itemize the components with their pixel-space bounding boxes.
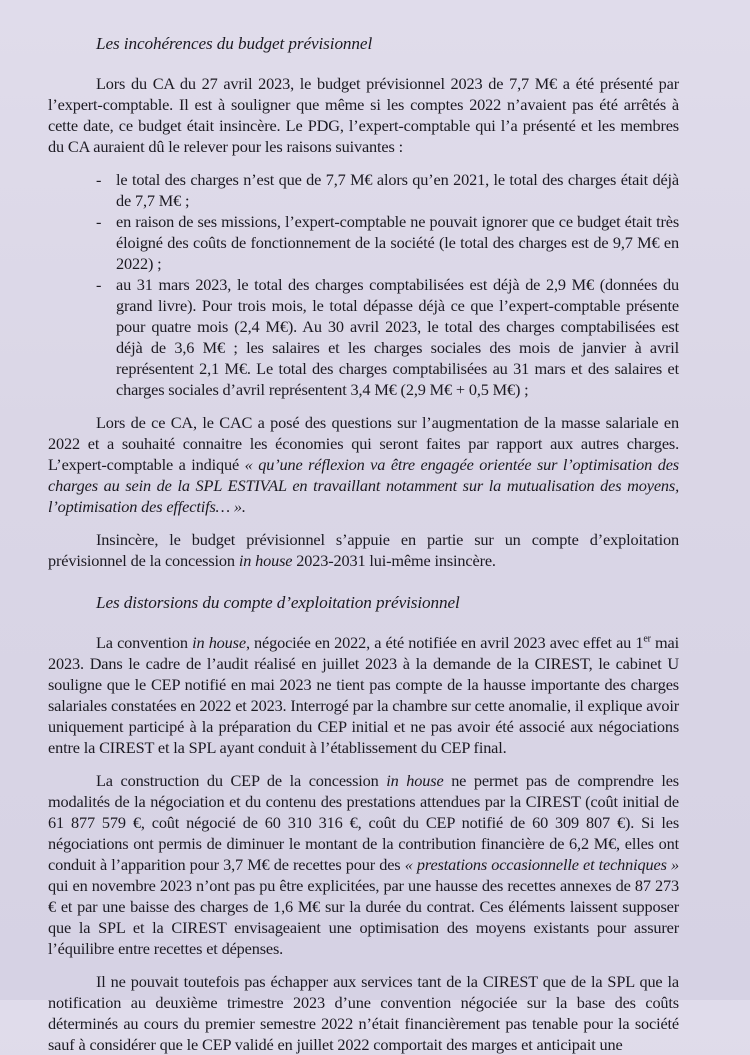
paragraph-text: qui en novembre 2023 n’ont pas pu être explicitées, par une hausse des recettes annexes de 87 273 € et par une baisse des charges de 1,6 M€ sur la durée du contrat. Ces éléments laissent supposer que la SPL et la CIREST envisageaient une optimisation des moyens existants pour assurer l’équilibre entre recettes et dépenses. [48,876,679,958]
bullet-dash: - [96,275,102,294]
paragraph [48,529,679,571]
paragraph [48,412,679,517]
section-heading: Les incohérences du budget prévisionnel [96,34,373,53]
bullet-text: en raison de ses missions, l’expert-comptable ne pouvait ignorer que ce budget était très éloigné des coûts de fonctionnement de la société (le total des charges est de 9,7 M€ en 2022) ; [116,212,679,273]
italic-term: in house [386,771,444,790]
bullet-item [98,169,679,211]
paragraph: Lors du CA du 27 avril 2023, le budget prévisionnel 2023 de 7,7 M€ a été présenté par l’expert-comptable. Il est à souligner que même si les comptes 2022 n’avaient pas été arrêtés à cette date, ce budget était insincère. Le PDG, l’expert-comptable qui l’a présenté et les membres du CA auraient dû le relever pour les raisons suivantes : [48,74,679,156]
paragraph-text: mai 2023. Dans le cadre de l’audit réalisé en juillet 2023 à la demande de la CIREST, le cabinet U souligne que le CEP notifié en mai 2023 ne tient pas compte de la hausse importante des charges salariales constatées en 2022 et 2023. Interrogé par la chambre sur cette anomalie, il explique avoir uniquement participé à la préparation du CEP initial et ne pas avoir été associé aux négociations entre la CIREST et la SPL ayant conduit à l’établissement du CEP final. [48,633,679,757]
bullet-text: le total des charges n’est que de 7,7 M€ alors qu’en 2021, le total des charges était déjà de 7,7 M€ ; [116,170,679,210]
bullet-item [98,274,679,400]
superscript: er [643,633,651,645]
quotation: « qu’une réflexion va être engagée orientée sur l’optimisation des charges au sein de la SPL ESTIVAL en travaillant notamment sur la mutualisation des moyens, l’optimisation des effectifs… ». [48,455,679,516]
paragraph-text: ne permet pas de comprendre les modalités de la négociation et du contenu des prestations attendues par la CIREST (coût initial de 61 877 579 €, coût négocié de 60 310 316 €, coût du CEP notifié de 60 309 807 €). Si les négociations ont permis de diminuer le montant de la contribution financière de 6,2 M€, elles ont conduit à l’apparition pour 3,7 M€ de recettes pour des [48,771,679,874]
quotation: « prestations occasionnelle et techniques » [404,855,679,874]
paragraph-text: Lors de ce CA, le CAC a posé des questions sur l’augmentation de la masse salariale en 2022 et a souhaité connaitre les économies qui seront faites par rapport aux autres charges. L’expert-comptable a indiqué [48,413,679,474]
section-compte-exploitation [48,593,679,1055]
italic-term: in house [238,551,293,570]
paragraph [48,770,679,959]
paragraph-text: Insincère, le budget prévisionnel s’appuie en partie sur un compte d’exploitation prévisionnel de la concession [48,530,679,570]
bullet-list [48,169,679,400]
bullet-dash: - [96,212,102,231]
paragraph-text: La construction du CEP de la concession [96,771,387,790]
paragraph [48,632,679,758]
paragraph-text: , négociée en 2022, a été notifiée en avril 2023 avec effet au 1 [245,633,644,652]
paragraph-text: 2023-2031 lui-même insincère. [292,551,496,570]
section-budget-previsionnel [48,34,679,571]
paragraph-text: La convention [96,633,193,652]
bullet-item [98,211,679,274]
bullet-dash: - [96,170,102,189]
italic-term: in house [192,633,246,652]
section-heading: Les distorsions du compte d’exploitation prévisionnel [96,593,460,612]
paragraph: Il ne pouvait toutefois pas échapper aux services tant de la CIREST que de la SPL que la notification au deuxième trimestre 2023 d’une convention négociée sur la base des coûts déterminés au cours du premier semestre 2022 n’était financièrement pas tenable pour la société sauf à considérer que le CEP validé en juillet 2022 comportait des marges et anticipait une [48,972,679,1054]
bullet-text: au 31 mars 2023, le total des charges comptabilisées est déjà de 2,9 M€ (données du grand livre). Pour trois mois, le total dépasse déjà ce que l’expert-comptable présente pour quatre mois (2,4 M€). Au 30 avril 2023, le total des charges comptabilisées est déjà de 3,6 M€ ; les salaires et les charges sociales des mois de janvier à avril représentent 2,1 M€. Le total des charges comptabilisées au 31 mars et des salaires et charges sociales d’avril représentent 3,4 M€ (2,9 M€ + 0,5 M€) ; [116,275,679,399]
